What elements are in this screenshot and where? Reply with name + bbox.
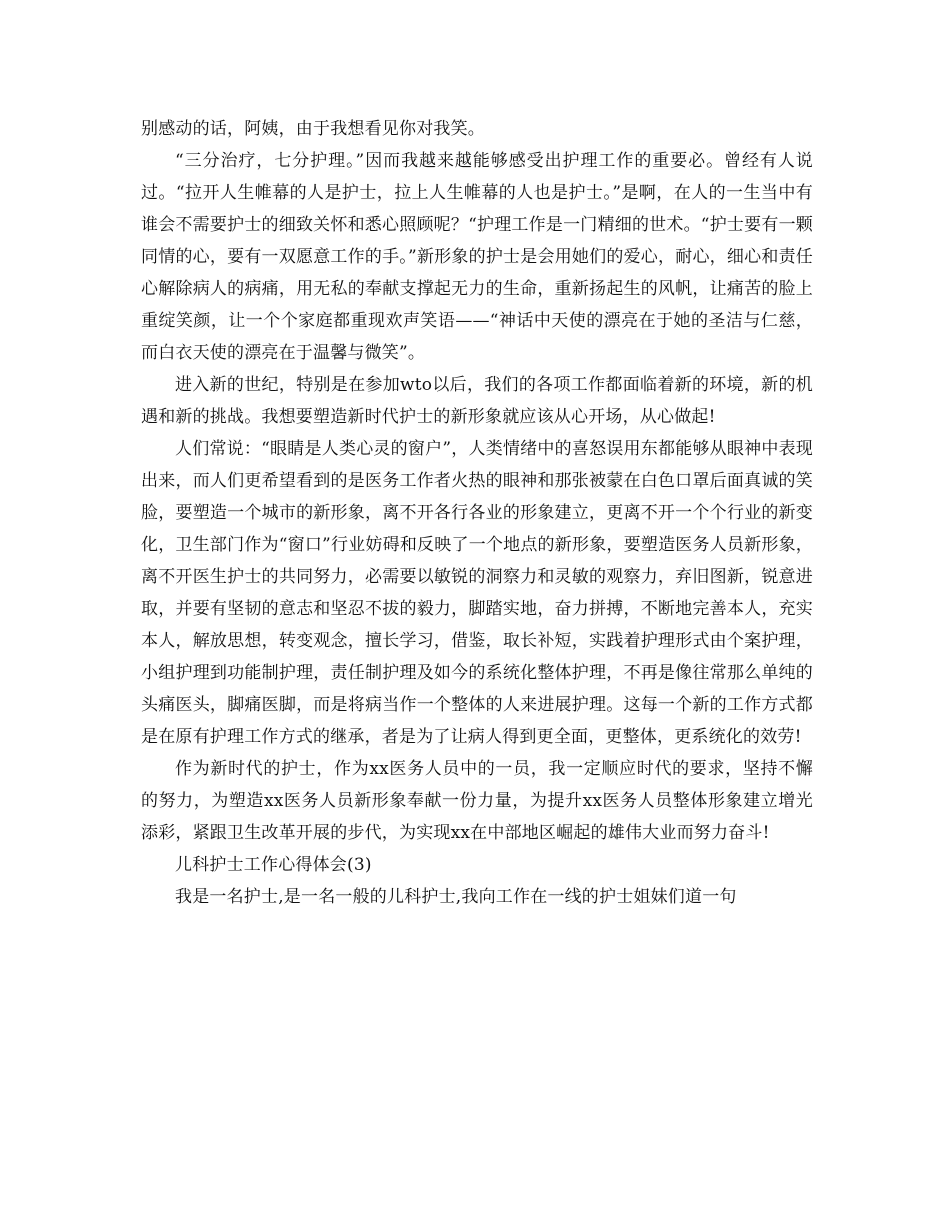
paragraph-pediatric-intro: 我是一名护士,是一名一般的儿科护士,我向工作在一线的护士姐妹们道一句 xyxy=(175,887,737,907)
paragraph-new-century: 进入新的世纪，特别是在参加wto以后，我们的各项工作都面临着新的环境，新的机遇和新的挑战。我想要塑造新时代护士的新形象就应该从心开场，从心做起! xyxy=(141,375,813,427)
paragraph-continuation: 别感动的话，阿姨，由于我想看见你对我笑。 xyxy=(141,119,485,139)
section-heading: 儿科护士工作心得体会(3) xyxy=(175,855,372,875)
paragraph-new-era-nurse: 作为新时代的护士，作为xx医务人员中的一员，我一定顺应时代的要求，坚持不懈的努力，为塑造xx医务人员新形象奉献一份力量，为提升xx医务人员整体形象建立增光添彩，紧跟卫生改革开展的步代，为实现xx在中部地区崛起的雄伟大业而努力奋斗! xyxy=(141,759,813,843)
paragraph-eyes-window: 人们常说：“眼睛是人类心灵的窗户”，人类情绪中的喜怒误用东都能够从眼神中表现出来，而人们更希望看到的是医务工作者火热的眼神和那张被蒙在白色口罩后面真诚的笑脸，要塑造一个城市的新形象，离不开各行各业的形象建立，更离不开一个个行业的新变化，卫生部门作为“窗口”行业妨碍和反映了一个地点的新形象，要塑造医务人员新形象，离不开医生护士的共同努力，必需要以敏锐的洞察力和灵敏的观察力，弃旧图新，锐意进取，并要有坚韧的意志和坚忍不拔的毅力，脚踏实地，奋力拼搏，不断地完善本人，充实本人，解放思想，转变观念，擅长学习，借鉴，取长补短，实践着护理形式由个案护理，小组护理到功能制护理，责任制护理及如今的系统化整体护理，不再是像往常那么单纯的头痛医头，脚痛医脚，而是将病当作一个整体的人来进展护理。这每一个新的工作方式都是在原有护理工作方式的继承，者是为了让病人得到更全面，更整体，更系统化的效劳! xyxy=(141,439,813,747)
document-body xyxy=(141,113,813,913)
paragraph-nursing-importance: “三分治疗，七分护理。”因而我越来越能够感受出护理工作的重要必。曾经有人说过。“拉开人生帷幕的人是护士，拉上人生帷幕的人也是护士。”是啊，在人的一生当中有谁会不需要护士的细致关怀和悉心照顾呢？“护理工作是一门精细的世术。“护士要有一颗同情的心，要有一双愿意工作的手。”新形象的护士是会用她们的爱心，耐心，细心和责任心解除病人的病痛，用无私的奉献支撑起无力的生命，重新扬起生的风帆，让痛苦的脸上重绽笑颜，让一个个家庭都重现欢声笑语——“神话中天使的漂亮在于她的圣洁与仁慈，而白衣天使的漂亮在于温馨与微笑”。 xyxy=(141,151,813,363)
